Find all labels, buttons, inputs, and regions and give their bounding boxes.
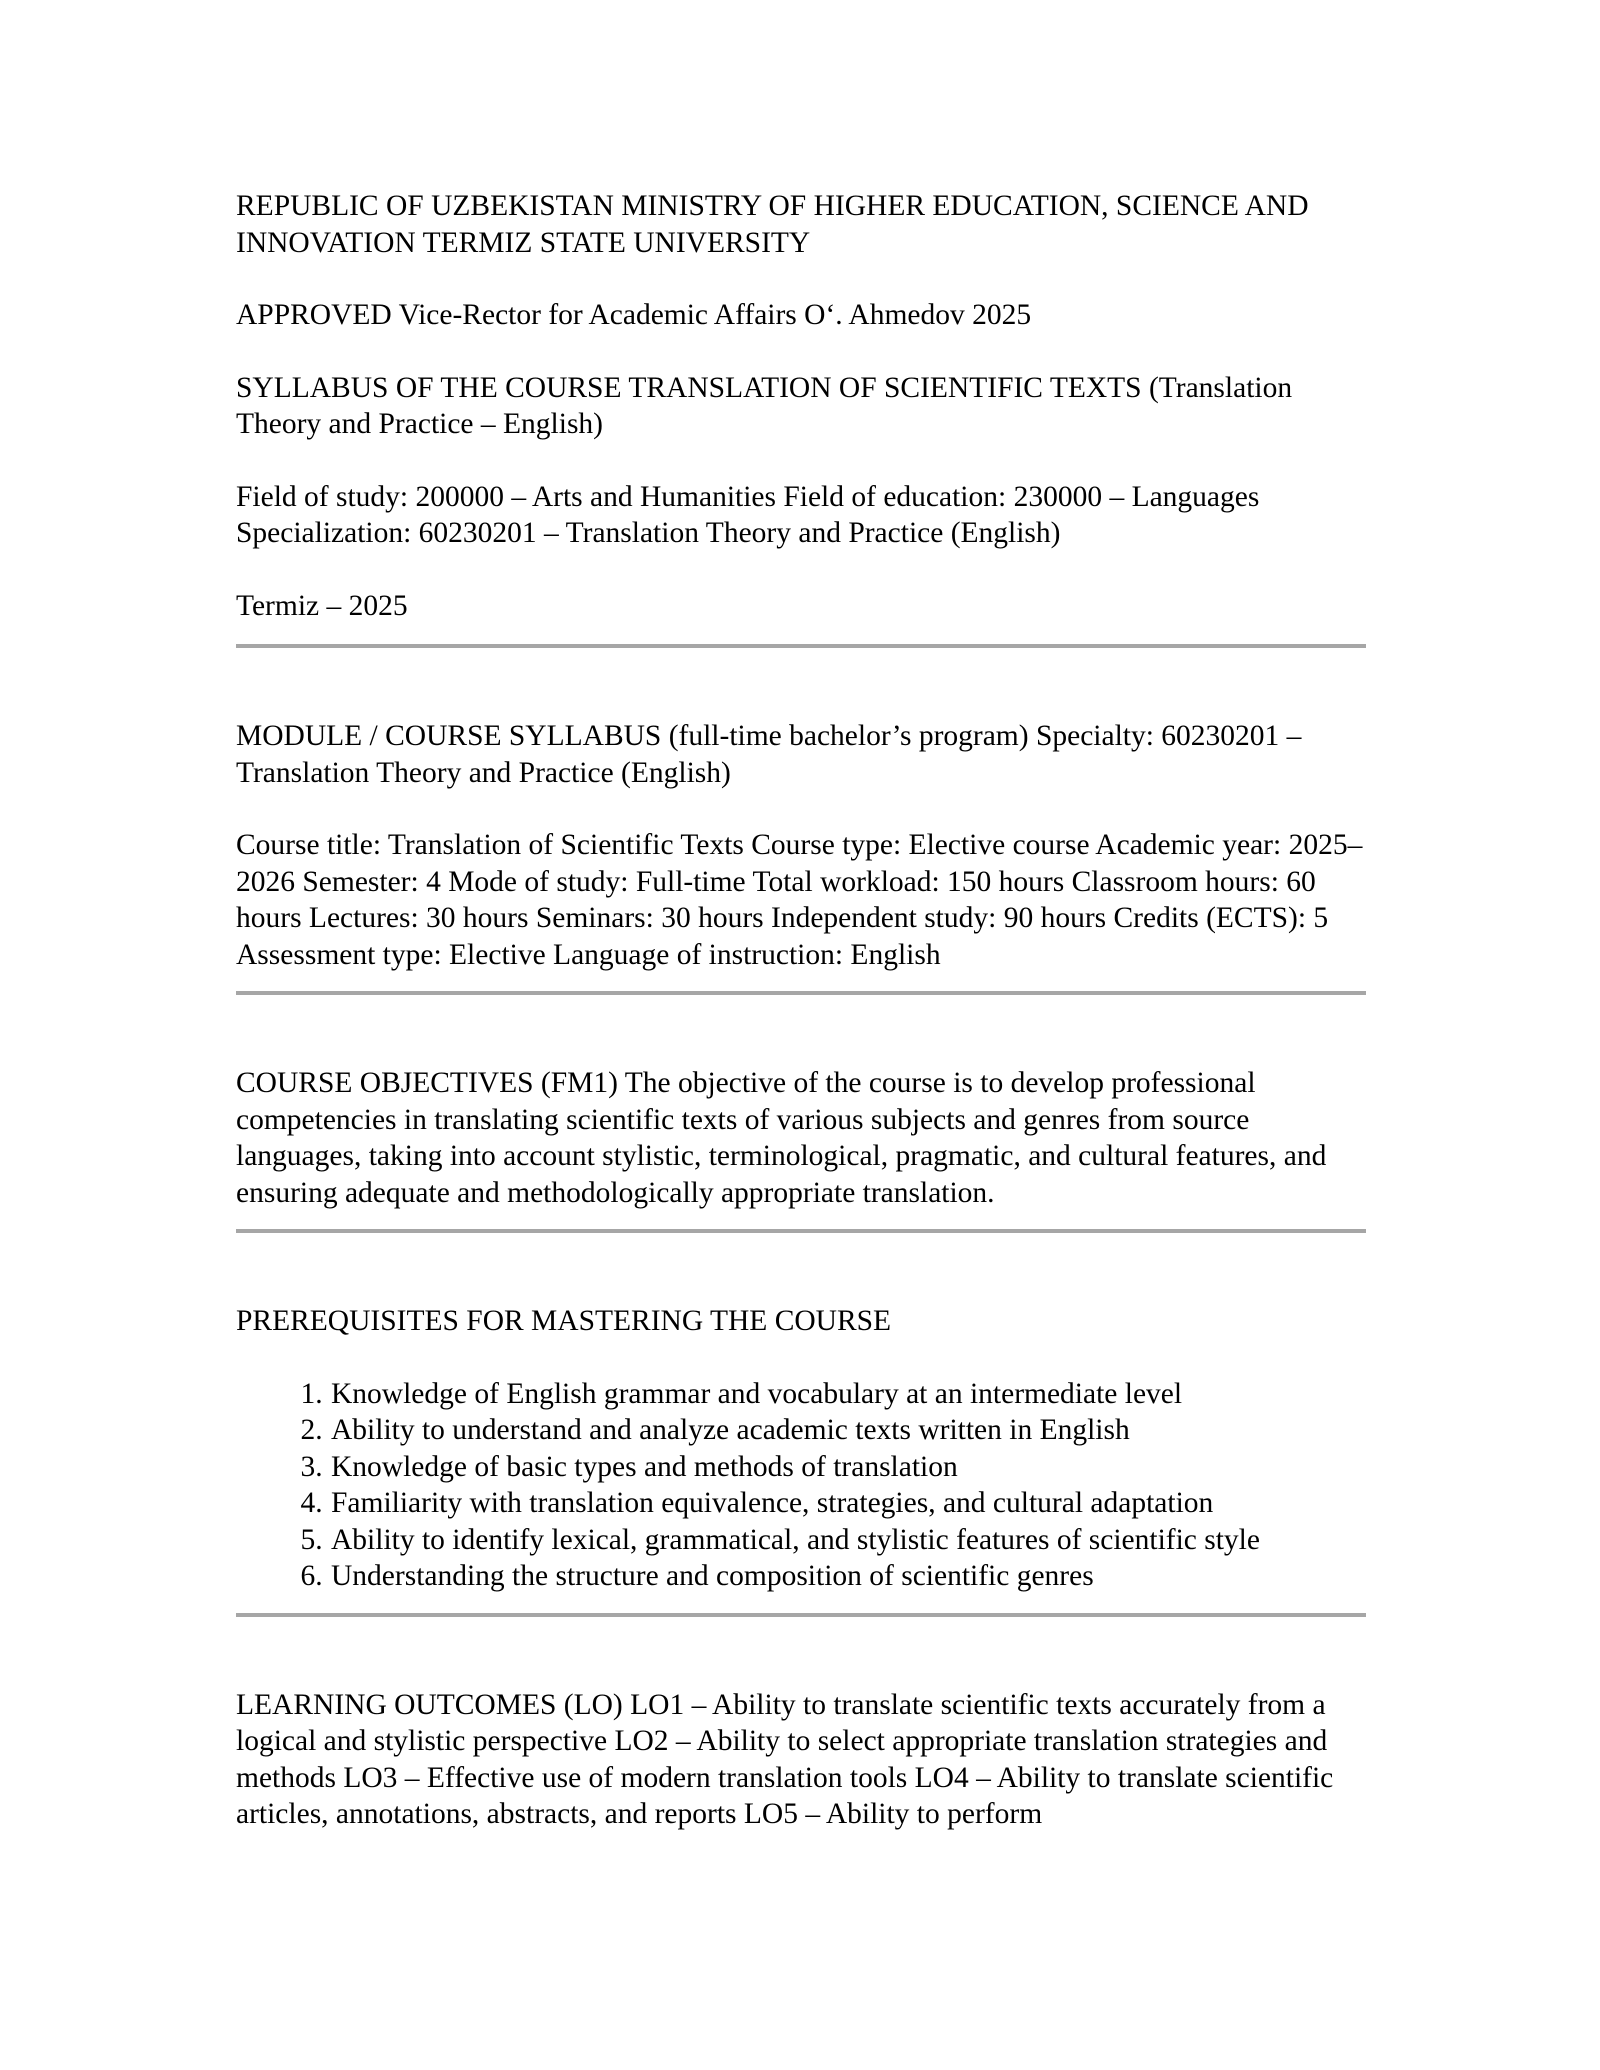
place-year: Termiz – 2025 <box>236 589 408 622</box>
prerequisites-heading: PREREQUISITES FOR MASTERING THE COURSE <box>236 1305 892 1337</box>
section-divider <box>236 1613 1366 1617</box>
field-info: Field of study: 200000 – Arts and Humanities Field of education: 230000 – Languages Specialization: 60230201 – Translation Theory and Practice (English) <box>236 480 1260 549</box>
list-item: 6. Understanding the structure and composition of scientific genres <box>330 1558 1366 1595</box>
section-divider <box>236 991 1366 995</box>
course-details: Course title: Translation of Scientific Texts Course type: Elective course Academic year: 2025–2026 Semester: 4 Mode of study: Full-time Total workload: 150 hours Classroom hours: 60 hours Lectures: 30 hours Seminars: 30 hours Independent study: 90 hours Credits (ECTS): 5 Assessment type: Elective Language of instruction: English <box>236 829 1363 971</box>
approval-line: APPROVED Vice-Rector for Academic Affairs O‘. Ahmedov 2025 <box>236 299 1032 331</box>
list-item: 5. Ability to identify lexical, grammatical, and stylistic features of scientific style <box>330 1522 1366 1559</box>
section-divider <box>236 644 1366 648</box>
module-heading: MODULE / COURSE SYLLABUS (full-time bachelor’s program) Specialty: 60230201 – Translation Theory and Practice (English) <box>236 720 1302 789</box>
list-item: 1. Knowledge of English grammar and vocabulary at an intermediate level <box>330 1376 1366 1413</box>
learning-outcomes: LEARNING OUTCOMES (LO) LO1 – Ability to translate scientific texts accurately from a logical and stylistic perspective LO2 – Ability to select appropriate translation strategies and methods LO3 – Effective use of modern translation tools LO4 – Ability to translate scientific articles, annotations, abstracts, and reports LO5 – Ability to perform <box>236 1688 1334 1830</box>
prerequisites-list <box>236 1376 1366 1595</box>
section-divider <box>236 1229 1366 1233</box>
list-item: 2. Ability to understand and analyze academic texts written in English <box>330 1412 1366 1449</box>
document-page <box>236 188 1366 1833</box>
institution-heading: REPUBLIC OF UZBEKISTAN MINISTRY OF HIGHER EDUCATION, SCIENCE AND INNOVATION TERMIZ STATE UNIVERSITY <box>236 190 1309 259</box>
list-item: 4. Familiarity with translation equivalence, strategies, and cultural adaptation <box>330 1485 1366 1522</box>
course-objectives: COURSE OBJECTIVES (FM1) The objective of the course is to develop professional competencies in translating scientific texts of various subjects and genres from source languages, taking into account stylistic, terminological, pragmatic, and cultural features, and ensuring adequate and methodologically appropriate translation. <box>236 1067 1327 1209</box>
list-item: 3. Knowledge of basic types and methods of translation <box>330 1449 1366 1486</box>
syllabus-title: SYLLABUS OF THE COURSE TRANSLATION OF SCIENTIFIC TEXTS (Translation Theory and Practice – English) <box>236 371 1293 440</box>
